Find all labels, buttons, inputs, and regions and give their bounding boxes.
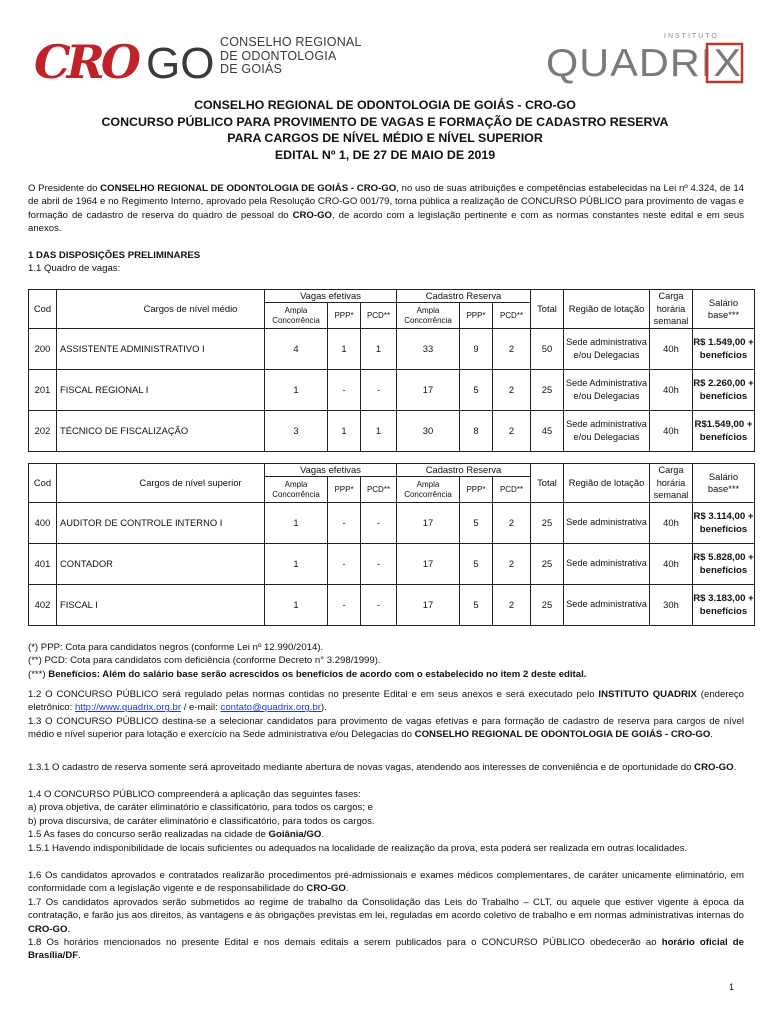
th-pcd: PCD** xyxy=(361,477,397,503)
paragraph-1-7 xyxy=(28,896,744,936)
cro-logo-text: CRO xyxy=(34,35,137,88)
cell-cod: 400 xyxy=(29,502,57,543)
paragraph-1-5 xyxy=(28,828,744,841)
p13-text-2: . xyxy=(710,729,713,741)
cell-total: 50 xyxy=(531,328,564,369)
cell-cargo: FISCAL I xyxy=(57,584,265,625)
th-salario: Salário base*** xyxy=(693,290,755,329)
council-name xyxy=(220,36,362,77)
page-number: 1 xyxy=(728,982,734,992)
cell-cr-ampla: 33 xyxy=(397,328,460,369)
intro-text-3: , de acordo com a legislação pertinente e com as normas constantes neste edital e em seus anexos. xyxy=(28,209,744,234)
cell-carga: 40h xyxy=(650,328,693,369)
cell-cr-pcd: 2 xyxy=(493,369,531,410)
th-ampla: Ampla Concorrência xyxy=(265,303,328,329)
cell-carga: 40h xyxy=(650,543,693,584)
p12-bold: INSTITUTO QUADRIX xyxy=(598,689,697,700)
header xyxy=(28,30,744,88)
th-vagas-efetivas: Vagas efetivas xyxy=(265,464,397,477)
cell-total: 25 xyxy=(531,584,564,625)
cell-regiao: Sede administrativa e/ou Delegacias xyxy=(564,328,650,369)
p14-item-a: a) prova objetiva, de caráter eliminatório e classificatório, para todos os cargos; e xyxy=(28,802,374,814)
cell-cargo: AUDITOR DE CONTROLE INTERNO I xyxy=(57,502,265,543)
p151-text: 1.5.1 Havendo indisponibilidade de locais suficientes ou adequados na localidade de realização da prova, esta poderá ser realizada em outras localidades. xyxy=(28,843,688,854)
cell-vagas-ppp: - xyxy=(328,502,361,543)
intro-paragraph xyxy=(28,182,744,235)
cell-cr-ppp: 5 xyxy=(460,543,493,584)
th-cadastro-reserva: Cadastro Reserva xyxy=(397,290,531,303)
cell-cr-ppp: 8 xyxy=(460,410,493,451)
note-beneficios-mark: (***) xyxy=(28,668,49,680)
th-cadastro-reserva: Cadastro Reserva xyxy=(397,464,531,477)
cell-vagas-ppp: - xyxy=(328,543,361,584)
cell-cod: 200 xyxy=(29,328,57,369)
title-line-1: CONSELHO REGIONAL DE ODONTOLOGIA DE GOIÁS - CRO-GO xyxy=(194,98,576,112)
cell-vagas-ampla: 1 xyxy=(265,584,328,625)
cell-carga: 40h xyxy=(650,502,693,543)
note-ppp: (*) PPP: Cota para candidatos negros (conforme Lei nº 12.990/2014). xyxy=(28,642,324,653)
cell-cod: 402 xyxy=(29,584,57,625)
title-line-2: CONCURSO PÚBLICO PARA PROVIMENTO DE VAGAS E FORMAÇÃO DE CADASTRO RESERVA xyxy=(101,114,669,129)
cell-cr-ppp: 9 xyxy=(460,328,493,369)
cell-cargo: ASSISTENTE ADMINISTRATIVO I xyxy=(57,328,265,369)
quadrix-logo xyxy=(544,30,744,86)
p18-text-2: . xyxy=(78,950,81,962)
th-pcd: PCD** xyxy=(361,303,397,329)
p15-text: 1.5 As fases do concurso serão realizadas na cidade de xyxy=(28,829,269,840)
th-cr-ppp: PPP* xyxy=(460,303,493,329)
intro-text-2: , no uso de suas atribuições e competências estabelecidas na Lei nº 4.324, de 14 de abril de 1964 e no Regimento Interno, aprovado pela Resolução CRO-GO 001/79, torna pública a realização de CONCURSO PÚBLICO para provimento de vagas e formação de cadastro de reserva do quadro de pessoal do xyxy=(28,183,744,221)
vacancy-table-superior xyxy=(28,463,755,626)
intro-bold-2: CRO-GO xyxy=(292,209,333,221)
cell-total: 25 xyxy=(531,369,564,410)
p17-bold: CRO-GO xyxy=(28,923,68,935)
council-line-1: CONSELHO REGIONAL xyxy=(220,35,362,49)
cell-cargo: TÉCNICO DE FISCALIZAÇÃO xyxy=(57,410,265,451)
cell-vagas-ampla: 1 xyxy=(265,369,328,410)
p131-text-2: . xyxy=(733,762,737,773)
p12-text-2: (endereço eletrônico: xyxy=(28,689,744,714)
cell-vagas-ampla: 3 xyxy=(265,410,328,451)
cell-vagas-pcd: - xyxy=(361,543,397,584)
th-cr-pcd: PCD** xyxy=(493,477,531,503)
vacancy-table-medio xyxy=(28,289,755,452)
cell-cr-ampla: 17 xyxy=(397,543,460,584)
cell-salario: R$ 2.260,00 + benefícios xyxy=(693,369,755,410)
cell-vagas-ampla: 1 xyxy=(265,502,328,543)
p18-bold: horário oficial de Brasília/DF xyxy=(28,937,744,962)
cell-regiao: Sede administrativa xyxy=(564,584,650,625)
p12-text-3: / e-mail: xyxy=(181,702,221,714)
cell-carga: 40h xyxy=(650,369,693,410)
p13-text: 1.3 O CONCURSO PÚBLICO destina-se a selecionar candidatos para provimento de vagas efetivas e para formação de cadastro de reserva para cargos de nível médio e nível superior para lotação e exercício na Sede administrativa e/ou Delegacias do xyxy=(28,716,744,741)
intro-text-1: O Presidente do xyxy=(28,183,101,194)
quadrix-small-text: INSTITUTO xyxy=(664,33,719,40)
council-line-2: DE ODONTOLOGIA xyxy=(220,48,337,63)
table-row xyxy=(29,584,755,625)
note-beneficios xyxy=(28,668,586,681)
p17-text: 1.7 Os candidatos aprovados serão submetidos ao regime de trabalho da Consolidação das Leis do Trabalho – CLT, ou aquele que estiver vigente à época da contratação, e farão jus aos direitos, às vantagens e às obrigações previstas em lei, reguladas em acordo coletivo de trabalho e em normas administrativas internas do xyxy=(28,897,744,922)
cell-vagas-pcd: 1 xyxy=(361,410,397,451)
p131-bold: CRO-GO xyxy=(694,762,734,773)
th-cr-pcd: PCD** xyxy=(493,303,531,329)
th-ampla: Ampla Concorrência xyxy=(265,477,328,503)
cell-cr-pcd: 2 xyxy=(493,328,531,369)
p15-bold: Goiânia/GO xyxy=(268,829,322,840)
cell-salario: R$ 5.828,00 + benefícios xyxy=(693,543,755,584)
p16-text-2: . xyxy=(345,883,349,895)
cell-cr-pcd: 2 xyxy=(493,410,531,451)
cell-regiao: Sede administrativa e/ou Delegacias xyxy=(564,410,650,451)
cell-vagas-ppp: - xyxy=(328,369,361,410)
cell-total: 25 xyxy=(531,543,564,584)
p12-text: 1.2 O CONCURSO PÚBLICO será regulado pelas normas contidas no presente Edital e em seus anexos e será executado pelo xyxy=(28,689,599,700)
paragraph-1-3 xyxy=(28,715,744,742)
cell-vagas-pcd: - xyxy=(361,502,397,543)
paragraph-1-5-1 xyxy=(28,842,744,855)
cell-vagas-pcd: 1 xyxy=(361,328,397,369)
section-1-heading xyxy=(28,249,200,275)
paragraph-1-3-1 xyxy=(28,761,744,774)
paragraph-1-8 xyxy=(28,936,744,963)
p16-text: 1.6 Os candidatos aprovados e contratados realizarão procedimentos pré-admissionais e exames médicos complementares, de caráter unicamente eliminatório, em conformidade com a legislação vigente e de responsabilidade do xyxy=(28,870,744,895)
p14-item-b: b) prova discursiva, de caráter eliminatório e classificatório, para todos os cargos. xyxy=(28,815,375,827)
table-row xyxy=(29,369,755,410)
th-total: Total xyxy=(531,290,564,329)
cell-regiao: Sede administrativa xyxy=(564,543,650,584)
cell-salario: R$1.549,00 + benefícios xyxy=(693,410,755,451)
paragraph-1-4 xyxy=(28,788,744,828)
council-line-3: DE GOIÁS xyxy=(220,62,283,76)
p18-text: 1.8 Os horários mencionados no presente Edital e nos demais editais a serem publicados para o CONCURSO PÚBLICO obedecerão ao xyxy=(28,937,662,948)
table-row xyxy=(29,328,755,369)
quadrix-text: QUADRIX xyxy=(546,42,742,85)
cell-cr-pcd: 2 xyxy=(493,543,531,584)
paragraph-1-6 xyxy=(28,869,744,896)
th-ppp: PPP* xyxy=(328,303,361,329)
cro-go-logo xyxy=(32,32,218,88)
th-cargos: Cargos de nível médio xyxy=(57,290,265,329)
cell-cod: 201 xyxy=(29,369,57,410)
cell-cr-ampla: 17 xyxy=(397,502,460,543)
cell-vagas-ppp: 1 xyxy=(328,328,361,369)
cell-cod: 401 xyxy=(29,543,57,584)
paragraph-1-2 xyxy=(28,688,744,715)
cell-vagas-ppp: 1 xyxy=(328,410,361,451)
note-pcd: (**) PCD: Cota para candidatos com deficiência (conforme Decreto n° 3.298/1999). xyxy=(28,655,381,667)
cell-total: 25 xyxy=(531,502,564,543)
th-cr-ampla: Ampla Concorrência xyxy=(397,303,460,329)
cell-cr-ampla: 30 xyxy=(397,410,460,451)
th-vagas-efetivas: Vagas efetivas xyxy=(265,290,397,303)
cell-vagas-pcd: - xyxy=(361,584,397,625)
th-cargos: Cargos de nível superior xyxy=(57,464,265,503)
cell-cr-ppp: 5 xyxy=(460,502,493,543)
th-carga: Carga horária semanal xyxy=(650,464,693,503)
cell-salario: R$ 3.114,00 + benefícios xyxy=(693,502,755,543)
cell-regiao: Sede administrativa xyxy=(564,502,650,543)
p12-text-4: ). xyxy=(320,702,327,714)
th-cod: Cod xyxy=(29,464,57,503)
th-salario: Salário base*** xyxy=(693,464,755,503)
title-line-4: EDITAL Nº 1, DE 27 DE MAIO DE 2019 xyxy=(274,147,496,162)
cell-vagas-pcd: - xyxy=(361,369,397,410)
note-beneficios-text: Benefícios: Além do salário base serão acrescidos os benefícios de acordo com o estabelecido no item 2 deste edital. xyxy=(48,668,587,680)
quadrix-website-link[interactable]: http://www.quadrix.org.br xyxy=(74,702,182,714)
cell-cr-ppp: 5 xyxy=(460,369,493,410)
th-total: Total xyxy=(531,464,564,503)
p13-bold: CONSELHO REGIONAL DE ODONTOLOGIA DE GOIÁS - CRO-GO xyxy=(414,729,711,741)
cell-carga: 40h xyxy=(650,410,693,451)
cell-cr-ampla: 17 xyxy=(397,369,460,410)
cell-salario: R$ 1.549,00 + benefícios xyxy=(693,328,755,369)
p15-text-2: . xyxy=(321,829,324,840)
cell-vagas-ppp: - xyxy=(328,584,361,625)
cell-cargo: CONTADOR xyxy=(57,543,265,584)
cell-cr-ppp: 5 xyxy=(460,584,493,625)
cell-cargo: FISCAL REGIONAL I xyxy=(57,369,265,410)
p131-text: 1.3.1 O cadastro de reserva somente será aproveitado mediante abertura de novas vagas, atendendo aos interesses de conveniência e de oportunidade do xyxy=(28,762,695,773)
th-regiao: Região de lotação xyxy=(564,290,650,329)
edital-titles xyxy=(0,97,770,163)
table-row xyxy=(29,502,755,543)
p17-text-2: . xyxy=(67,923,71,935)
cell-salario: R$ 3.183,00 + benefícios xyxy=(693,584,755,625)
th-cr-ampla: Ampla Concorrência xyxy=(397,477,460,503)
cell-carga: 30h xyxy=(650,584,693,625)
cell-vagas-ampla: 1 xyxy=(265,543,328,584)
th-carga: Carga horária semanal xyxy=(650,290,693,329)
quadrix-email-link[interactable]: contato@quadrix.org.br xyxy=(220,702,321,714)
section-1-title: 1 DAS DISPOSIÇÕES PRELIMINARES xyxy=(28,250,201,261)
cell-vagas-ampla: 4 xyxy=(265,328,328,369)
cell-cr-pcd: 2 xyxy=(493,584,531,625)
go-logo-text: GO xyxy=(146,39,215,88)
table-row xyxy=(29,543,755,584)
th-cr-ppp: PPP* xyxy=(460,477,493,503)
th-ppp: PPP* xyxy=(328,477,361,503)
th-cod: Cod xyxy=(29,290,57,329)
cell-cr-ampla: 17 xyxy=(397,584,460,625)
section-1-subtitle: 1.1 Quadro de vagas: xyxy=(28,263,121,274)
cell-regiao: Sede Administrativa e/ou Delegacias xyxy=(564,369,650,410)
p16-bold: CRO-GO xyxy=(306,883,346,895)
table-notes xyxy=(28,641,586,681)
p14-text: 1.4 O CONCURSO PÚBLICO compreenderá a aplicação das seguintes fases: xyxy=(28,789,361,800)
title-line-3: PARA CARGOS DE NÍVEL MÉDIO E NÍVEL SUPERIOR xyxy=(227,131,543,146)
cell-total: 45 xyxy=(531,410,564,451)
cell-cr-pcd: 2 xyxy=(493,502,531,543)
th-regiao: Região de lotação xyxy=(564,464,650,503)
intro-bold-1: CONSELHO REGIONAL DE ODONTOLOGIA DE GOIÁS - CRO-GO xyxy=(100,183,397,194)
table-row xyxy=(29,410,755,451)
cell-cod: 202 xyxy=(29,410,57,451)
